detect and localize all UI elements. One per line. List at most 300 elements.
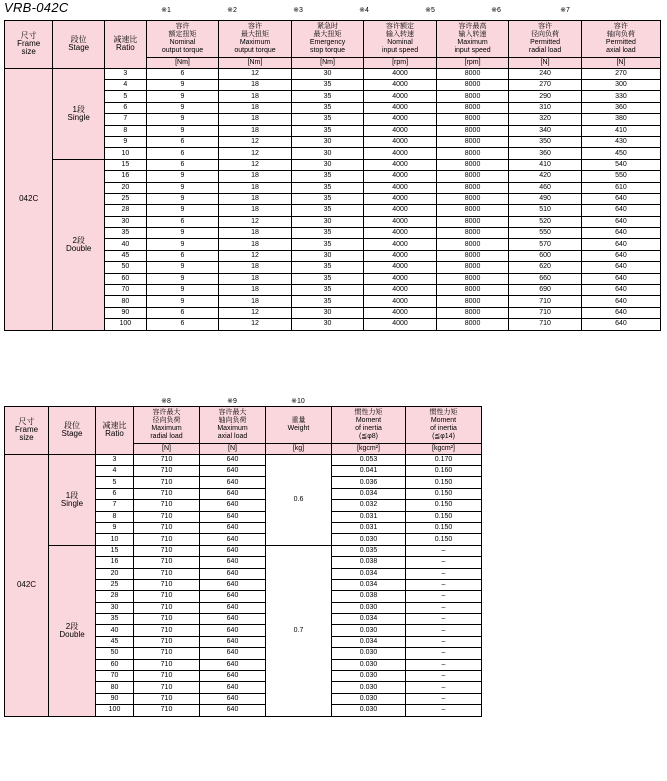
table-cell: 8000 xyxy=(436,239,509,250)
table-cell: 8000 xyxy=(436,136,509,147)
table-cell: 0.034 xyxy=(332,614,406,625)
table-cell: 4000 xyxy=(364,125,437,136)
table-cell: 18 xyxy=(219,171,292,182)
table-cell: 12 xyxy=(219,250,292,261)
table-cell: 710 xyxy=(134,511,200,522)
header-line: Single xyxy=(67,112,90,122)
table-cell: 360 xyxy=(581,102,660,113)
table-cell: 6 xyxy=(96,488,134,499)
header-line: Moment xyxy=(430,417,457,424)
header-line: 径向负荷 xyxy=(531,31,560,38)
header-line: 2段 xyxy=(65,621,79,631)
table-cell: 270 xyxy=(581,68,660,79)
table-cell: 8000 xyxy=(436,182,509,193)
table-cell: 12 xyxy=(219,68,292,79)
table-cell: 360 xyxy=(509,148,582,159)
header-line: 额定扭矩 xyxy=(168,31,197,38)
header-line: Double xyxy=(59,629,85,639)
table-cell: 35 xyxy=(291,239,364,250)
unit-cell: [kg] xyxy=(266,444,332,455)
spec-table-bottom xyxy=(4,406,482,717)
table-cell: 4000 xyxy=(364,91,437,102)
stage-single-cell xyxy=(53,68,105,159)
table-cell: 4000 xyxy=(364,228,437,239)
table-cell: – xyxy=(406,671,482,682)
table-row xyxy=(5,545,482,556)
table-cell: 8000 xyxy=(436,307,509,318)
table-cell: 9 xyxy=(146,79,219,90)
table-cell: 600 xyxy=(509,250,582,261)
table-cell: 710 xyxy=(134,465,200,476)
header-line: output torque xyxy=(161,47,204,54)
table-cell: 8000 xyxy=(436,79,509,90)
table-cell: 0.030 xyxy=(332,659,406,670)
table-row xyxy=(5,454,482,465)
header-line: Maximum xyxy=(217,425,248,432)
table-cell: 710 xyxy=(509,319,582,330)
table-cell: 35 xyxy=(96,614,134,625)
table-cell: 4000 xyxy=(364,285,437,296)
table-cell: – xyxy=(406,591,482,602)
header-line: axial load xyxy=(217,433,248,440)
table-cell: 340 xyxy=(509,125,582,136)
table-cell: 0.034 xyxy=(332,636,406,647)
table-cell: 15 xyxy=(96,545,134,556)
table-cell: 100 xyxy=(104,319,146,330)
table-cell: 380 xyxy=(581,114,660,125)
table-cell: 90 xyxy=(104,307,146,318)
table-cell: 490 xyxy=(509,193,582,204)
unit-cell: [N] xyxy=(581,58,660,69)
column-header xyxy=(291,21,364,58)
table-cell: 30 xyxy=(291,159,364,170)
table-cell: 16 xyxy=(104,171,146,182)
table-cell: 40 xyxy=(96,625,134,636)
table-cell: 640 xyxy=(200,591,266,602)
table-cell: 60 xyxy=(104,273,146,284)
header-line: 容许 xyxy=(175,23,190,30)
table-cell: 30 xyxy=(104,216,146,227)
table-cell: 710 xyxy=(134,534,200,545)
table-cell: 18 xyxy=(219,296,292,307)
table-cell: 710 xyxy=(134,682,200,693)
table-cell: 640 xyxy=(200,579,266,590)
table-cell: 12 xyxy=(219,136,292,147)
column-header xyxy=(134,407,200,444)
header-line: Frame xyxy=(14,425,39,435)
table-cell: 640 xyxy=(200,659,266,670)
table-row xyxy=(5,68,661,79)
table-cell: 30 xyxy=(291,68,364,79)
table-cell: 640 xyxy=(581,216,660,227)
stage-double-cell xyxy=(53,159,105,330)
header-line: 径向负荷 xyxy=(152,417,181,424)
table-cell: – xyxy=(406,682,482,693)
table-cell: 18 xyxy=(219,125,292,136)
table-cell: 35 xyxy=(291,171,364,182)
table-cell: 6 xyxy=(146,250,219,261)
table-cell: 4000 xyxy=(364,239,437,250)
table-cell: 0.034 xyxy=(332,488,406,499)
table-cell: 18 xyxy=(219,285,292,296)
table-cell: 710 xyxy=(134,693,200,704)
table-cell: 4000 xyxy=(364,102,437,113)
table-cell: 9 xyxy=(104,136,146,147)
unit-cell: [kgcm²] xyxy=(332,444,406,455)
table-cell: 0.041 xyxy=(332,465,406,476)
table-cell: 6 xyxy=(146,68,219,79)
header-line: 输入转速 xyxy=(386,31,415,38)
header-row xyxy=(5,407,482,444)
table-cell: 610 xyxy=(581,182,660,193)
table-cell: 710 xyxy=(134,591,200,602)
table-cell: 6 xyxy=(146,307,219,318)
header-line: Stage xyxy=(68,43,90,53)
table-cell: 12 xyxy=(219,148,292,159)
table-cell: 4000 xyxy=(364,262,437,273)
table-cell: 270 xyxy=(509,79,582,90)
table-cell: 60 xyxy=(96,659,134,670)
table-cell: 640 xyxy=(581,193,660,204)
table-cell: 460 xyxy=(509,182,582,193)
header-line: 减速比 xyxy=(113,35,138,45)
footnote-marker: ※2 xyxy=(227,7,237,14)
table-cell: 18 xyxy=(219,228,292,239)
header-line: 容许最高 xyxy=(458,23,487,30)
table-cell: 8000 xyxy=(436,262,509,273)
table-cell: 18 xyxy=(219,79,292,90)
table-cell: 18 xyxy=(219,262,292,273)
table-cell: 710 xyxy=(134,500,200,511)
footnote-marker: ※5 xyxy=(425,7,435,14)
table-cell: 9 xyxy=(146,239,219,250)
table-cell: 30 xyxy=(291,307,364,318)
frame-size-header xyxy=(5,21,53,69)
table-cell: 18 xyxy=(219,182,292,193)
table-cell: 640 xyxy=(200,500,266,511)
table-cell: – xyxy=(406,579,482,590)
table-cell: 300 xyxy=(581,79,660,90)
table-cell: 70 xyxy=(96,671,134,682)
table-cell: 640 xyxy=(200,557,266,568)
table-cell: 8 xyxy=(96,511,134,522)
header-line: 紧急时 xyxy=(317,23,339,30)
header-line: of inertia xyxy=(430,425,457,432)
table-cell: 50 xyxy=(104,262,146,273)
table-cell: 35 xyxy=(291,114,364,125)
table-cell: 8000 xyxy=(436,296,509,307)
table-cell: 4000 xyxy=(364,182,437,193)
table-cell: 25 xyxy=(104,193,146,204)
table-cell: 410 xyxy=(509,159,582,170)
header-line: output torque xyxy=(234,47,276,54)
table-cell: 640 xyxy=(581,296,660,307)
table-cell: 5 xyxy=(96,477,134,488)
table-cell: 0.150 xyxy=(406,522,482,533)
table-cell: 20 xyxy=(104,182,146,193)
table-cell: 710 xyxy=(134,659,200,670)
header-line: Double xyxy=(65,243,92,253)
table-cell: 80 xyxy=(104,296,146,307)
table-cell: 4000 xyxy=(364,159,437,170)
table-cell: 640 xyxy=(200,545,266,556)
table-cell: 35 xyxy=(291,285,364,296)
table-cell: 9 xyxy=(146,193,219,204)
table-cell: 4000 xyxy=(364,193,437,204)
table-cell: 4000 xyxy=(364,307,437,318)
header-line: (≦φ14) xyxy=(432,433,455,440)
weight-cell: 0.7 xyxy=(266,545,332,716)
table-cell: 0.036 xyxy=(332,477,406,488)
table-cell: 640 xyxy=(200,522,266,533)
table-cell: 8000 xyxy=(436,273,509,284)
footnote-marker: ※6 xyxy=(491,7,501,14)
table-cell: 18 xyxy=(219,239,292,250)
table-cell: 640 xyxy=(200,671,266,682)
header-line: radial load xyxy=(528,47,562,54)
table-cell: 8000 xyxy=(436,68,509,79)
column-header xyxy=(219,21,292,58)
header-line: 容许最大 xyxy=(218,409,247,416)
table-cell: 710 xyxy=(134,522,200,533)
table-cell: 35 xyxy=(291,205,364,216)
table-cell: 9 xyxy=(146,285,219,296)
table-cell: 550 xyxy=(509,228,582,239)
header-line: size xyxy=(21,47,36,57)
table-cell: – xyxy=(406,659,482,670)
table-cell: 710 xyxy=(134,454,200,465)
table-cell: 640 xyxy=(200,465,266,476)
table-cell: 640 xyxy=(581,273,660,284)
table-cell: 8000 xyxy=(436,125,509,136)
table-cell: 50 xyxy=(96,648,134,659)
table-cell: 9 xyxy=(146,228,219,239)
table-cell: 640 xyxy=(200,568,266,579)
table-cell: 8000 xyxy=(436,159,509,170)
table-cell: 640 xyxy=(200,682,266,693)
table-cell: 0.030 xyxy=(332,705,406,716)
table-cell: 710 xyxy=(134,477,200,488)
table-cell: 640 xyxy=(200,602,266,613)
table-cell: 0.031 xyxy=(332,511,406,522)
table-cell: 35 xyxy=(291,228,364,239)
table-cell: 0.030 xyxy=(332,648,406,659)
header-line: 最大扭矩 xyxy=(241,31,269,38)
header-line: Single xyxy=(60,498,84,508)
column-header xyxy=(146,21,219,58)
table-cell: 710 xyxy=(134,614,200,625)
table-cell: 0.150 xyxy=(406,511,482,522)
table-cell: – xyxy=(406,625,482,636)
frame-size-cell: 042C xyxy=(5,454,49,716)
table-cell: 640 xyxy=(200,488,266,499)
table-cell: 16 xyxy=(96,557,134,568)
table-cell: 4000 xyxy=(364,171,437,182)
table-cell: 4000 xyxy=(364,205,437,216)
unit-cell: [rpm] xyxy=(364,58,437,69)
table-cell: 8000 xyxy=(436,205,509,216)
table-cell: 80 xyxy=(96,682,134,693)
table-cell: 0.032 xyxy=(332,500,406,511)
header-line: Permitted xyxy=(530,39,561,46)
table-cell: 0.150 xyxy=(406,488,482,499)
table-cell: – xyxy=(406,602,482,613)
table-cell: 0.053 xyxy=(332,454,406,465)
table-cell: 35 xyxy=(291,125,364,136)
footnote-marker: ※7 xyxy=(560,7,570,14)
header-line: 惯性力矩 xyxy=(354,409,383,416)
table-cell: 710 xyxy=(134,625,200,636)
table-cell: 4000 xyxy=(364,114,437,125)
table-cell: 0.170 xyxy=(406,454,482,465)
table-cell: 20 xyxy=(96,568,134,579)
unit-cell: [Nm] xyxy=(146,58,219,69)
unit-cell: [N] xyxy=(134,444,200,455)
table-cell: 25 xyxy=(96,579,134,590)
table-cell: 9 xyxy=(146,273,219,284)
header-line: 容许最大 xyxy=(152,409,181,416)
table-cell: 8000 xyxy=(436,114,509,125)
table-cell: 4000 xyxy=(364,273,437,284)
table-cell: 30 xyxy=(96,602,134,613)
table-cell: 520 xyxy=(509,216,582,227)
table-cell: 710 xyxy=(134,488,200,499)
unit-cell: [kgcm²] xyxy=(406,444,482,455)
table-cell: 0.035 xyxy=(332,545,406,556)
table-cell: 570 xyxy=(509,239,582,250)
table-cell: 8000 xyxy=(436,102,509,113)
table-cell: 9 xyxy=(146,262,219,273)
header-line: 轴向负荷 xyxy=(218,417,247,424)
header-line: Ratio xyxy=(105,429,124,439)
table-cell: 0.030 xyxy=(332,671,406,682)
table-row xyxy=(5,159,661,170)
table-cell: 8000 xyxy=(436,319,509,330)
table-cell: 8000 xyxy=(436,171,509,182)
header-line: Maximum xyxy=(239,39,271,46)
table-cell: 9 xyxy=(146,171,219,182)
table-cell: 450 xyxy=(581,148,660,159)
table-cell: 35 xyxy=(291,79,364,90)
header-line: 1段 xyxy=(65,490,79,500)
table-cell: 640 xyxy=(581,239,660,250)
table-cell: 9 xyxy=(146,114,219,125)
table-cell: – xyxy=(406,648,482,659)
ratio-header xyxy=(104,21,146,69)
frame-size-header xyxy=(5,407,49,455)
table-cell: 0.034 xyxy=(332,579,406,590)
table-cell: 18 xyxy=(219,91,292,102)
table-cell: 9 xyxy=(146,182,219,193)
footnote-marker: ※9 xyxy=(227,398,237,405)
table-cell: 4000 xyxy=(364,79,437,90)
table-cell: 35 xyxy=(104,228,146,239)
table-cell: 0.030 xyxy=(332,693,406,704)
table-cell: 100 xyxy=(96,705,134,716)
header-line: axial load xyxy=(606,47,636,54)
header-line: 轴向负荷 xyxy=(606,31,635,38)
table-cell: 45 xyxy=(96,636,134,647)
table-cell: 9 xyxy=(146,205,219,216)
table-cell: 45 xyxy=(104,250,146,261)
table-cell: – xyxy=(406,568,482,579)
table-cell: 28 xyxy=(96,591,134,602)
header-line: Stage xyxy=(61,429,83,439)
table-cell: 640 xyxy=(200,648,266,659)
table-cell: 4000 xyxy=(364,148,437,159)
table-cell: 430 xyxy=(581,136,660,147)
header-line: Weight xyxy=(287,425,310,432)
table-cell: 640 xyxy=(581,307,660,318)
table-cell: 620 xyxy=(509,262,582,273)
table-cell: 6 xyxy=(146,136,219,147)
table-cell: 0.038 xyxy=(332,591,406,602)
unit-cell: [rpm] xyxy=(436,58,509,69)
column-header xyxy=(581,21,660,58)
table-cell: 330 xyxy=(581,91,660,102)
table-cell: 710 xyxy=(134,648,200,659)
table-cell: 510 xyxy=(509,205,582,216)
table-cell: 420 xyxy=(509,171,582,182)
table-cell: 4 xyxy=(104,79,146,90)
table-cell: 6 xyxy=(146,319,219,330)
table-cell: 15 xyxy=(104,159,146,170)
table-cell: 640 xyxy=(581,262,660,273)
table-cell: 710 xyxy=(509,296,582,307)
table-cell: 35 xyxy=(291,182,364,193)
table-cell: 290 xyxy=(509,91,582,102)
table-cell: 18 xyxy=(219,193,292,204)
table-cell: 3 xyxy=(96,454,134,465)
table-cell: 5 xyxy=(104,91,146,102)
column-header xyxy=(509,21,582,58)
spec-table-top xyxy=(4,20,661,331)
table-cell: 0.150 xyxy=(406,500,482,511)
table-cell: 4000 xyxy=(364,296,437,307)
table-cell: 18 xyxy=(219,205,292,216)
header-line: Nominal xyxy=(169,39,196,46)
header-line: Nominal xyxy=(387,39,413,46)
table-cell: 12 xyxy=(219,319,292,330)
table-cell: 18 xyxy=(219,102,292,113)
table-cell: 35 xyxy=(291,91,364,102)
header-line: Frame xyxy=(17,39,41,49)
table-cell: 35 xyxy=(291,262,364,273)
table-cell: 12 xyxy=(219,159,292,170)
table-cell: 8000 xyxy=(436,216,509,227)
table-cell: 690 xyxy=(509,285,582,296)
table-cell: 410 xyxy=(581,125,660,136)
table-cell: 0.160 xyxy=(406,465,482,476)
header-row xyxy=(5,21,661,58)
stage-header xyxy=(49,407,96,455)
table-cell: 710 xyxy=(509,307,582,318)
table-cell: 640 xyxy=(200,534,266,545)
table-cell: 0.030 xyxy=(332,534,406,545)
table-cell: 4000 xyxy=(364,250,437,261)
table-cell: 710 xyxy=(134,579,200,590)
table-cell: – xyxy=(406,545,482,556)
footnote-marker: ※3 xyxy=(293,7,303,14)
table-cell: 4000 xyxy=(364,216,437,227)
table-cell: 8000 xyxy=(436,91,509,102)
stage-header xyxy=(53,21,105,69)
table-cell: 640 xyxy=(581,228,660,239)
footnote-marker: ※10 xyxy=(291,398,305,405)
table-cell: 6 xyxy=(146,159,219,170)
table-cell: 30 xyxy=(291,216,364,227)
table-cell: 8000 xyxy=(436,285,509,296)
